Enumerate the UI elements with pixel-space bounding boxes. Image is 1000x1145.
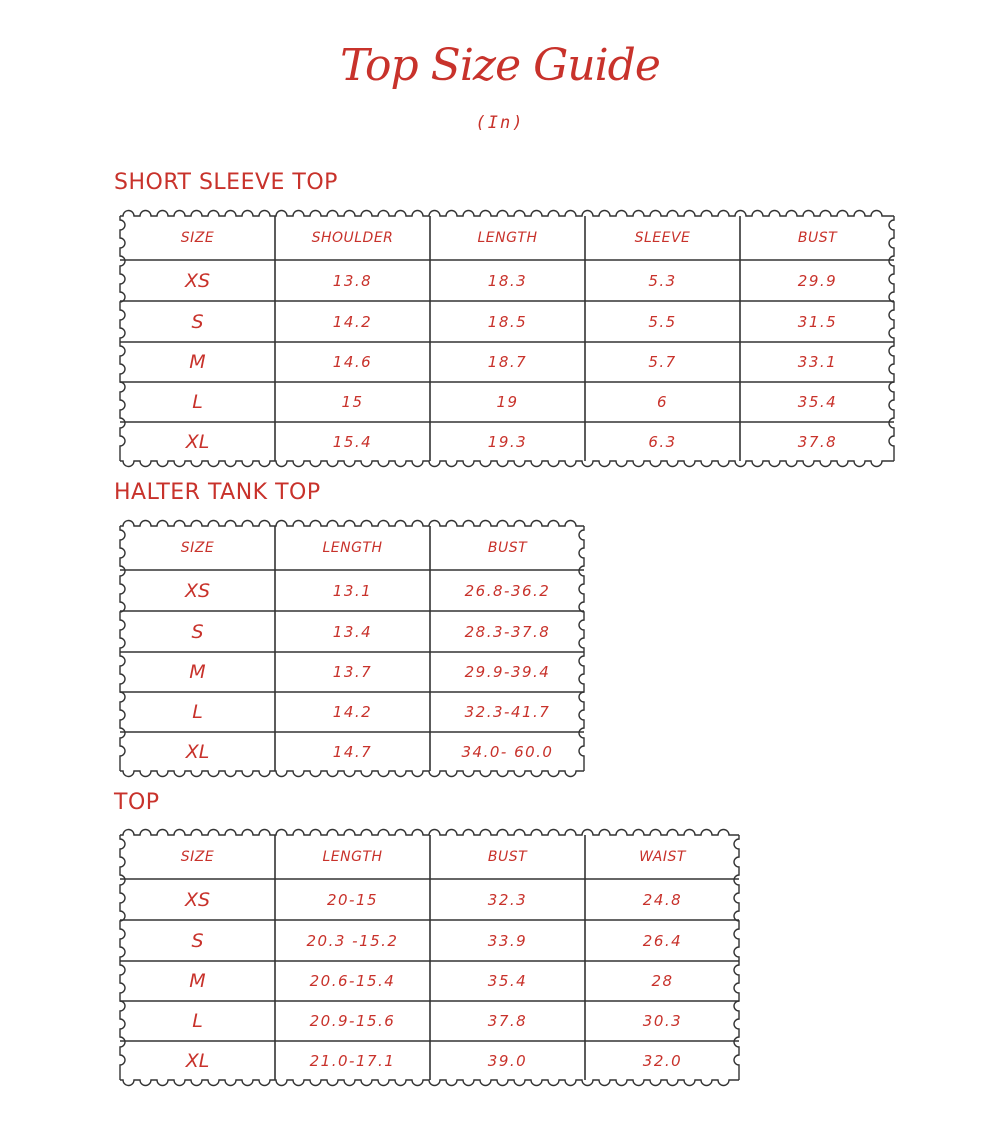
measurement-cell: 33.9 — [487, 931, 528, 950]
size-table-short-sleeve — [120, 216, 894, 461]
size-label-cell: XS — [184, 269, 211, 292]
measurement-cell: 35.4 — [487, 972, 528, 990]
measurement-cell: 32.0 — [642, 1051, 683, 1070]
measurement-cell: 35.4 — [797, 393, 838, 411]
section-title-short-sleeve: SHORT SLEEVE TOP — [114, 170, 338, 195]
column-header: LENGTH — [322, 540, 383, 556]
column-header: SIZE — [180, 540, 215, 556]
column-header: WAIST — [639, 849, 686, 865]
measurement-cell: 18.5 — [487, 312, 528, 331]
section-title-halter-tank: HALTER TANK TOP — [114, 480, 321, 505]
column-header: SIZE — [180, 230, 215, 246]
measurement-cell: 21.0-17.1 — [309, 1051, 396, 1070]
measurement-cell: 15 — [341, 393, 364, 411]
table-border-bottom — [120, 1080, 739, 1086]
page-title: Top Size Guide — [340, 40, 660, 91]
column-header: SLEEVE — [634, 230, 691, 246]
measurement-cell: 24.8 — [642, 890, 683, 909]
measurement-cell: 18.3 — [487, 271, 528, 290]
measurement-cell: 6 — [656, 393, 669, 411]
measurement-cell: 28 — [651, 972, 674, 990]
measurement-cell: 32.3 — [487, 890, 528, 909]
measurement-cell: 14.2 — [332, 312, 373, 331]
measurement-cell: 20-15 — [326, 890, 379, 909]
size-label-cell: XS — [184, 888, 211, 911]
size-table-top — [120, 835, 739, 1080]
size-label-cell: M — [189, 661, 206, 683]
measurement-cell: 37.8 — [797, 432, 838, 451]
measurement-cell: 30.3 — [642, 1012, 683, 1030]
measurement-cell: 20.9-15.6 — [309, 1012, 396, 1030]
column-header: LENGTH — [477, 230, 538, 246]
measurement-cell: 32.3-41.7 — [464, 703, 551, 721]
measurement-cell: 5.3 — [648, 271, 677, 290]
size-label-cell: L — [192, 701, 203, 723]
unit-label: (In) — [475, 113, 525, 133]
column-header: BUST — [797, 230, 838, 246]
table-border-bottom — [120, 771, 584, 777]
measurement-cell: 13.7 — [332, 663, 373, 681]
measurement-cell: 39.0 — [487, 1051, 528, 1070]
measurement-cell: 20.3 -15.2 — [306, 931, 399, 950]
size-label-cell: XS — [184, 579, 211, 602]
measurement-cell: 28.3-37.8 — [464, 622, 551, 641]
size-label-cell: S — [191, 310, 204, 333]
size-label-cell: XL — [185, 740, 210, 763]
size-label-cell: S — [191, 620, 204, 643]
size-label-cell: XL — [185, 1049, 210, 1072]
measurement-cell: 6.3 — [648, 432, 677, 451]
column-header: SHOULDER — [311, 230, 394, 246]
measurement-cell: 5.5 — [648, 312, 677, 331]
measurement-cell: 29.9-39.4 — [464, 663, 551, 681]
measurement-cell: 15.4 — [332, 432, 373, 451]
column-header: SIZE — [180, 849, 215, 865]
size-label-cell: M — [189, 351, 206, 373]
measurement-cell: 33.1 — [797, 353, 838, 371]
size-label-cell: L — [192, 391, 203, 413]
measurement-cell: 13.8 — [332, 271, 373, 290]
column-header: LENGTH — [322, 849, 383, 865]
measurement-cell: 19 — [496, 393, 519, 411]
measurement-cell: 18.7 — [487, 353, 528, 371]
size-label-cell: L — [192, 1010, 203, 1032]
measurement-cell: 13.4 — [332, 622, 373, 641]
measurement-cell: 14.6 — [332, 353, 373, 371]
size-table-halter-tank — [120, 526, 584, 771]
measurement-cell: 26.8-36.2 — [464, 581, 551, 600]
measurement-cell: 5.7 — [648, 353, 677, 371]
column-header: BUST — [487, 540, 528, 556]
measurement-cell: 37.8 — [487, 1012, 528, 1030]
measurement-cell: 26.4 — [642, 931, 683, 950]
table-border-bottom — [120, 461, 894, 467]
measurement-cell: 34.0- 60.0 — [461, 742, 554, 761]
size-label-cell: S — [191, 929, 204, 952]
measurement-cell: 14.7 — [332, 742, 373, 761]
size-label-cell: XL — [185, 430, 210, 453]
column-header: BUST — [487, 849, 528, 865]
measurement-cell: 13.1 — [332, 581, 373, 600]
measurement-cell: 19.3 — [487, 432, 528, 451]
measurement-cell: 31.5 — [797, 312, 838, 331]
measurement-cell: 14.2 — [332, 703, 373, 721]
section-title-top: TOP — [114, 790, 160, 815]
size-label-cell: M — [189, 970, 206, 992]
measurement-cell: 29.9 — [797, 271, 838, 290]
measurement-cell: 20.6-15.4 — [309, 972, 396, 990]
